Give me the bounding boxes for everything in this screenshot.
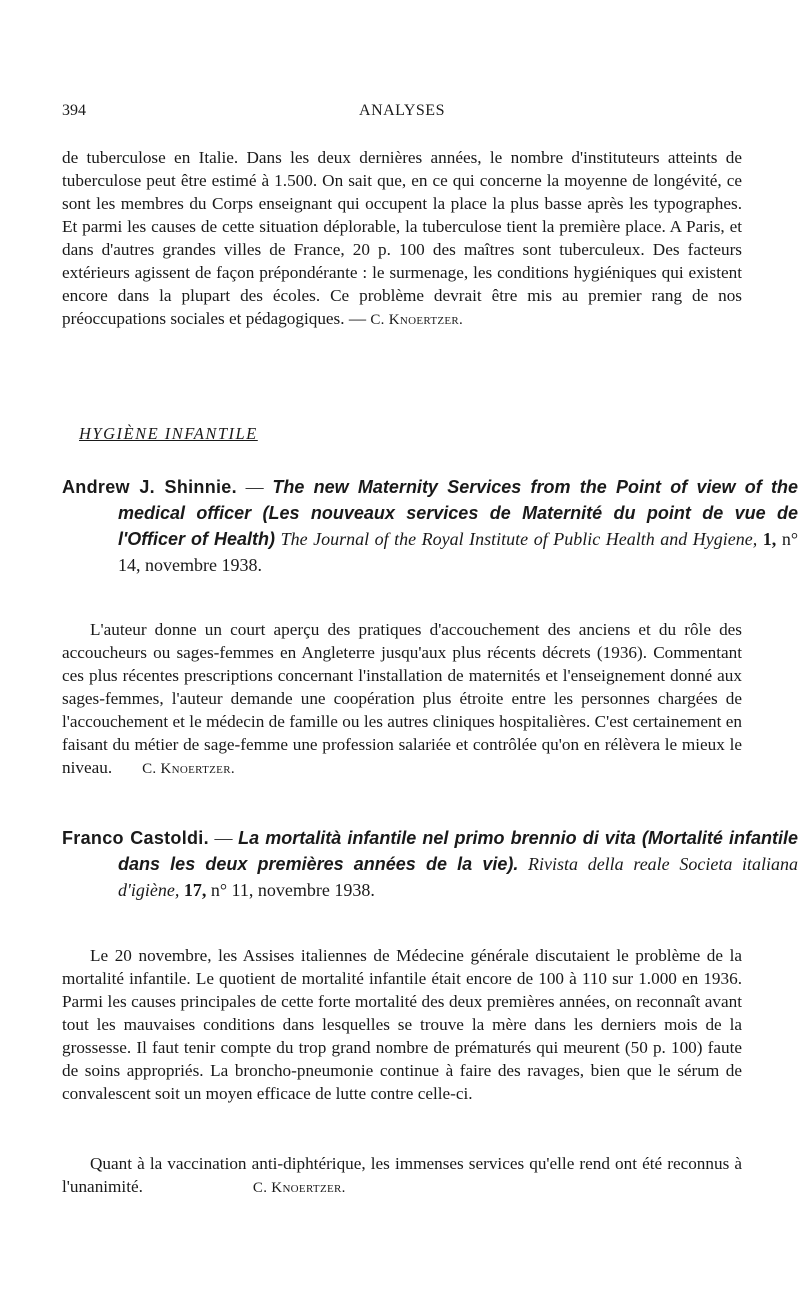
article-2-body2-text: Quant à la vaccination anti-diphtérique, les immenses services qu'elle rend ont été reconnus à l'unanimité. xyxy=(62,1154,742,1196)
article-1-issue: n° 14, novembre 1938. xyxy=(118,529,799,575)
article-2-dash: — xyxy=(208,828,239,848)
article-1-title: The new Maternity Services from the Point of view of the medical officer (Les nouveaux services de Maternité du point de vue de l'Officer of Health) xyxy=(118,477,798,549)
intro-paragraph xyxy=(62,146,742,332)
article-1-body xyxy=(62,618,742,781)
article-2-author: Franco Castoldi. xyxy=(62,828,209,848)
article-1-author: Andrew J. Shinnie. xyxy=(62,477,237,497)
article-2-journal: Rivista della reale Societa italiana d'igiène, xyxy=(118,854,798,900)
article-2-title: La mortalità infantile nel primo brennio di vita (Mortalité infantile dans les deux premières années de la vie). xyxy=(118,828,798,874)
article-1-volume: 1, xyxy=(762,529,777,549)
article-2-body-continued xyxy=(62,1152,742,1200)
intro-text: de tuberculose en Italie. Dans les deux dernières années, le nombre d'instituteurs atteints de tuberculose peut être estimé à 1.500. On sait que, en ce qui concerne la moyenne de longévité, ce sont les membres du Corps enseignant qui occupent la place la plus basse après les typographes. Et parmi les causes de cette situation déplorable, la tuberculose tient la première place. A Paris, et dans d'autres grandes villes de France, 20 p. 100 des maîtres sont tuberculeux. Des facteurs extérieurs agissent de façon prépondérante : le surmenage, les conditions hygiéniques qui existent encore dans la plupart des écoles. Ce problème devrait être mis au premier rang de nos préoccupations sociales et pédagogiques. — xyxy=(62,148,742,328)
article-1-signature: C. Knoertzer. xyxy=(142,761,235,777)
section-heading: HYGIÈNE INFANTILE xyxy=(79,424,258,443)
article-1-dash: — xyxy=(236,477,273,497)
article-1-journal: The Journal of the Royal Institute of Public Health and Hygiene, xyxy=(280,529,758,549)
page-number: 394 xyxy=(62,102,86,119)
article-2-issue: n° 11, novembre 1938. xyxy=(210,880,375,900)
article-1-body-text: L'auteur donne un court aperçu des pratiques d'accouchement des anciens et du rôle des accoucheurs ou sages-femmes en Angleterre jusqu'aux plus récents décrets (1936). Commentant ces plus récentes prescriptions concernant l'installation de maternités et l'enseignement donné aux sages-femmes, l'auteur demande une coopération plus étroite entre les personnes chargées de l'accouchement et le médecin de famille ou les autres cliniques hospitalières. C'est certainement en faisant du métier de sage-femme une profession salariée et contrôlée qu'on en rélèvera le mieux le niveau. xyxy=(62,620,742,777)
article-2-body xyxy=(62,944,742,1105)
running-title: ANALYSES xyxy=(359,102,445,119)
intro-signature: C. Knoertzer. xyxy=(370,312,464,328)
article-2-citation xyxy=(62,825,798,903)
page-header xyxy=(62,102,742,126)
article-1-citation xyxy=(62,474,798,578)
article-2-volume: 17, xyxy=(183,880,207,900)
article-2-body-text: Le 20 novembre, les Assises italiennes de Médecine générale discutaient le problème de la mortalité infantile. Le quotient de mortalité infantile était encore de 100 à 110 sur 1.000 en 1936. Parmi les causes principales de cette forte mortalité des deux premières années, on reconnaît avant tout les mauvaises conditions dans lesquelles se trouve la mère dans les derniers mois de la grossesse. Il faut tenir compte du trop grand nombre de prématurés qui meurent (50 p. 100) faute de soins appropriés. La broncho-pneumonie continue à faire des ravages, bien que le sérum de convalescent soit un moyen efficace de lutte contre celle-ci. xyxy=(62,946,742,1103)
article-2-signature: C. Knoertzer. xyxy=(252,1180,346,1196)
